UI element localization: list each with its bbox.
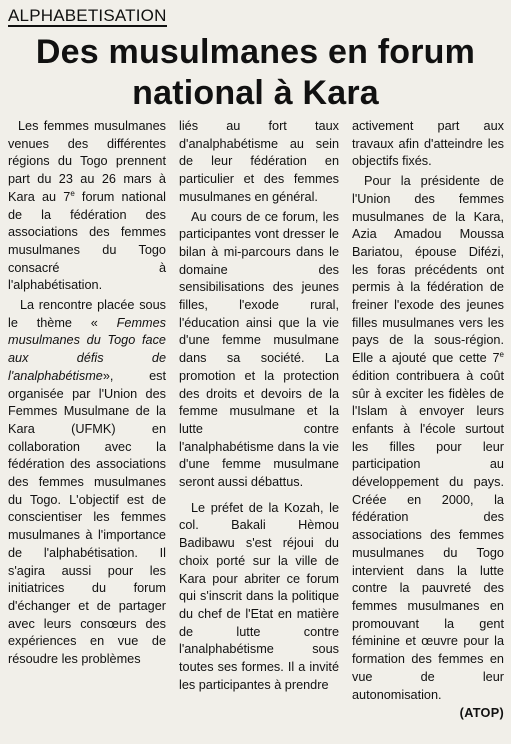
paragraph [352,173,504,704]
headline-line-1: Des musulmanes en forum [35,33,476,71]
paragraph-text: », est organisée par l'Union des Femmes Musulmane de la Kara (UFMK) en collaboration avec la fédération des associations des femmes musulmanes du Togo. L'objectif est de conscientiser les femmes musulmanes à l'importance de l'alphabétisation. Il s'agira aussi pour les initiatrices du forum d'échanger et de partager avec leurs consœurs des expériences en vue de résoudre les problèmes [8,368,166,667]
article-column-1 [8,118,166,669]
paragraph: liés au fort taux d'analphabétisme au sein de leur fédération en particulier et des femmes musulmanes en général. [179,119,339,204]
paragraph: activement part aux travaux afin d'atteindre les objectifs fixés. [352,119,504,169]
paragraph-text: Pour la présidente de l'Union des femmes musulmanes de la Kara, Azia Amadou Moussa Bariatou, épouse Difézi, les foras précédents ont permis à la fédération de freiner l'exode des jeunes filles musulmanes vers les pays de la sous-région. Elle a ajouté que cette 7 [352,174,504,366]
theme-quote: Femmes musulmanes du Togo face aux défis de l'analphabétisme [8,315,166,383]
paragraph: Au cours de ce forum, les participantes vont dresser le bilan à mi-parcours dans le domaine des sensibilisations des jeunes filles, l'exode rural, l'éducation ainsi que la vie d'une femme musulmane dans sa société. La promotion et la protection des droits et devoirs de la femme musulmane et la lutte contre l'analphabétisme dans la vie d'une femme musulmane seront aussi débattus. [179,209,339,490]
paragraph-text: La rencontre placée sous le thème « [8,298,166,330]
section-rubric: ALPHABETISATION [8,6,167,25]
article-column-2 [179,118,339,695]
superscript: e [499,349,504,359]
paragraph [8,118,166,295]
article-column-3 [352,118,504,723]
paragraph-text: forum national de la fédération des associations des femmes musulmanes du Togo consacré à l'alphabétisation. [8,189,166,293]
paragraph [8,297,166,669]
superscript: e [70,188,75,198]
headline-line-2: national à Kara [132,74,379,112]
paragraph-text: édition contribuera à coût sûr à exciter les fidèles de l'Islam à envoyer leurs enfants à l'école surtout les filles pour leur participation au développement du pays. Créée en 2000, la fédération des associations des femmes musulmanes du Togo intervient dans la lutte contre la pauvreté des femmes musulmanes en promouvant la gent féminine et œuvre pour la formation des femmes en vue de leur autonomisation. [352,368,504,702]
paragraph-text: Les femmes musulmanes venues des différentes régions du Togo prennent part du 23 au 26 mars à Kara au 7 [8,119,166,204]
paragraph: Le préfet de la Kozah, le col. Bakali Hèmou Badibawu s'est réjoui du choix porté sur la ville de Kara pour abriter ce forum qui s'inscrit dans la politique du chef de l'Etat en matière de lutte contre l'analphabétisme sous toutes ses formes. Il a invité les participantes à prendre [179,500,339,692]
agency-signature: (ATOP) [459,706,504,721]
